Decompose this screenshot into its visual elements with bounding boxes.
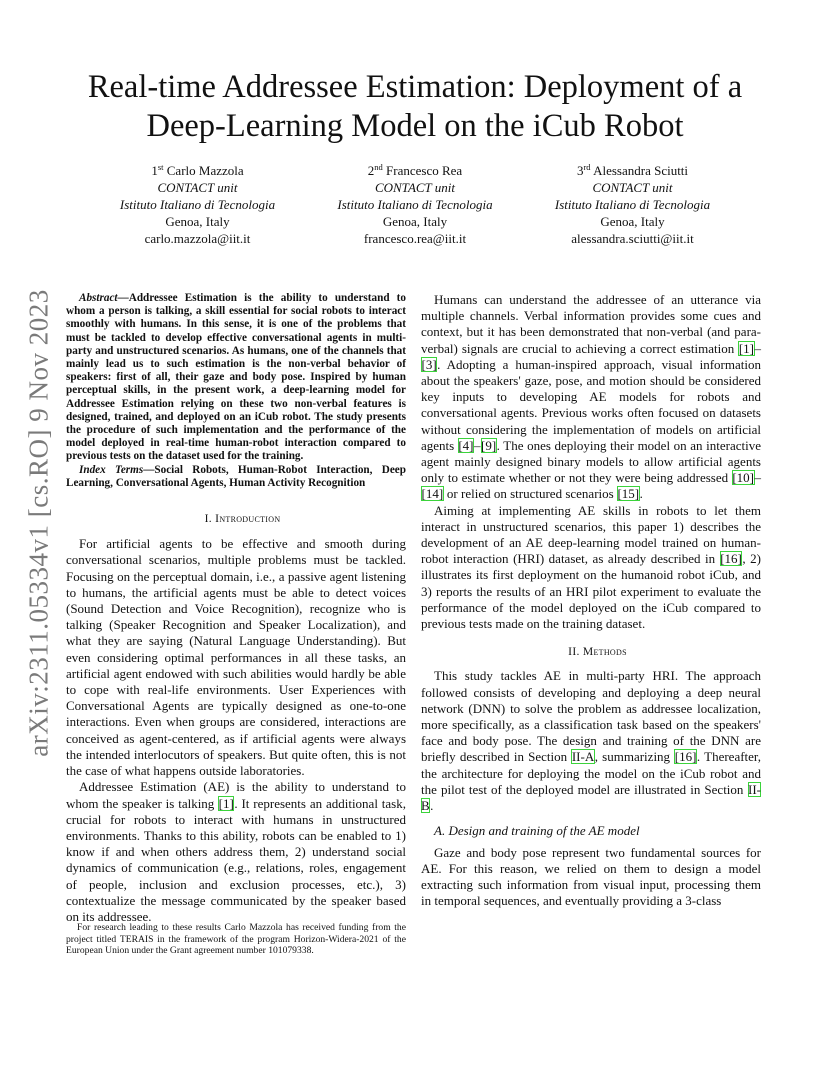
section-title: Methods [582, 645, 627, 659]
paragraph: Gaze and body pose represent two fundamental sources for AE. For this reason, we relied on them to design a model extracting such information from visual input, processing them in temporal sequences, and eventually providing a 3-class [421, 844, 761, 909]
text-run: Addressee Estimation (AE) is the ability to understand to whom the speaker is talking [66, 779, 406, 811]
citation-link[interactable]: [1] [218, 795, 234, 811]
author-unit: CONTACT unit [592, 180, 673, 195]
citation-link[interactable]: [3] [421, 356, 437, 372]
author-city: Genoa, Italy [165, 214, 230, 229]
funding-footnote: For research leading to these results Carlo Mazzola has received funding from the project titled TERAIS in the framework of the program Horizon-Widera-2021 of the European Union under the Grant agreement number 101079338. [66, 922, 406, 956]
subsection-heading: A. Design and training of the AE model [434, 823, 640, 839]
author-2 [308, 162, 523, 247]
text-run: or relied on structured scenarios [443, 486, 617, 502]
citation-link[interactable]: [16] [720, 551, 742, 567]
section-heading-methods [421, 644, 761, 660]
author-institute: Istituto Italiano di Tecnologia [554, 197, 711, 212]
author-city: Genoa, Italy [382, 214, 448, 229]
text-run: . [639, 486, 643, 502]
section-number: I. [204, 512, 216, 526]
author-email: alessandra.sciutti@iit.it [571, 231, 694, 246]
author-ordinal-suffix: rd [583, 162, 591, 172]
text-run: – [474, 437, 481, 453]
text-run: – [754, 470, 761, 486]
text-run: , 2) illustrates its first deployment on the humanoid robot iCub, and 3) reports the results of an HRI pilot experiment to evaluate the performance of the model deployed on the iCub compared to previous tests made on the training dataset. [421, 551, 761, 632]
author-3 [525, 162, 740, 247]
author-email: carlo.mazzola@iit.it [144, 231, 251, 246]
paragraph [66, 779, 406, 925]
paragraph [421, 503, 761, 633]
paragraph: For artificial agents to be effective and smooth during conversational scenarios, multiple problems must be tackled. Focusing on the perceptual domain, i.e., a passive agent listening to humans, the artificial agents must be able to detect voices (Sound Detection and Voice Recognition), recognize who is talking (Speaker Recognition and Speaker Localization), and what they are saying (Natural Language Understanding). But even considering optimal performances in all these tasks, an artificial agent endowed with such abilities would hardly be able to cope with real-life environments. User Experiences with Conversational Agents are typically designed as one-to-one interactions. Even when groups are considered, interactions are conceived as agent-centered, as if artificial agents were always the intended interlocutors of speakers. But quite often, this is not the case of what happens outside laboratories. [66, 536, 406, 779]
abstract [66, 292, 406, 464]
author-1 [90, 162, 305, 247]
left-column [66, 292, 406, 925]
section-link[interactable]: II-A [571, 749, 595, 765]
author-name: Alessandra Sciutti [593, 163, 689, 178]
author-name: Carlo Mazzola [166, 163, 244, 178]
paragraph [421, 292, 761, 503]
text-run: . [430, 798, 434, 814]
author-unit: CONTACT unit [374, 180, 456, 195]
index-terms-label: Index Terms [79, 463, 144, 476]
text-run: . Thereafter, the architecture for deploying the model on the iCub robot and the pilot test of the deployed model are illustrated in Section [421, 749, 761, 797]
paper-title: Real-time Addressee Estimation: Deployment of a Deep-Learning Model on the iCub Robot [87, 69, 743, 144]
author-city: Genoa, Italy [600, 214, 665, 229]
citation-link[interactable]: [14] [421, 486, 444, 502]
text-run: – [754, 340, 761, 356]
section-heading-introduction [66, 511, 406, 527]
section-title: Introduction [215, 512, 281, 526]
text-run: . The ones deploying their model on an interactive agent mainly designed binary models to allow artificial agents only to estimate whether or not they were being addressed [421, 437, 761, 486]
author-ordinal-suffix: st [157, 162, 164, 172]
arxiv-identifier-sidebar [22, 288, 56, 758]
index-terms-text: —Social Robots, Human-Robot Interaction, Deep Learning, Conversational Agents, Human Activity Recognition [66, 463, 406, 489]
author-block [90, 162, 740, 247]
author-ordinal: 1 [151, 163, 158, 178]
author-ordinal: 3 [576, 163, 584, 178]
paragraph [421, 668, 761, 814]
text-run: This study tackles AE in multi-party HRI. The approach followed consists of developing and deploying a deep neural network (DNN) to solve the problem as addressee localization, more specifically, as a classification task based on the speakers' face and body pose. The design and training of the DNN are briefly described in Section [421, 668, 761, 765]
author-institute: Istituto Italiano di Tecnologia [119, 197, 276, 212]
citation-link[interactable]: [1] [738, 340, 754, 356]
text-run: Humans can understand the addressee of an utterance via multiple channels. Verbal information provides some cues and context, but it has been demonstrated that non-verbal (and para-verbal) signals are crucial to achieving a correct estimation [421, 292, 761, 356]
author-unit: CONTACT unit [157, 180, 238, 195]
section-number: II. [568, 645, 583, 659]
arxiv-identifier: arXiv:2311.05334v1 [cs.RO] 9 Nov 2023 [23, 289, 54, 757]
footnote [66, 922, 406, 957]
author-name: Francesco Rea [386, 163, 463, 178]
right-column [421, 292, 761, 909]
citation-link[interactable]: [15] [617, 486, 640, 502]
author-institute: Istituto Italiano di Tecnologia [337, 197, 493, 212]
citation-link[interactable]: [16] [674, 749, 697, 765]
index-terms [66, 464, 406, 490]
text-run: Aiming at implementing AE skills in robots to let them interact in unstructured scenarios, this paper 1) describes the development of an AE deep-learning model trained on human-robot interaction (HRI) dataset, as already described in [421, 502, 761, 567]
abstract-text: —Addressee Estimation is the ability to understand to whom a person is talking, a skill essential for social robots to interact smoothly with humans. In this sense, it is one of the problems that must be tackled to develop effective conversational agents in multi-party and unstructured scenarios. As humans, one of the channels that mainly lead us to such estimation is the non-verbal behavior of speakers: first of all, their gaze and body pose. Inspired by human perceptual skills, in the present work, a deep-learning model for Addressee Estimation relying on these two non-verbal features is designed, trained, and deployed on an iCub robot. The study presents the procedure of such implementation and the performance of the model deployed in real-time human-robot interaction compared to previous tests on the dataset used for the training. [66, 292, 406, 463]
section-link[interactable]: II-B [421, 781, 761, 814]
citation-link[interactable]: [10] [732, 470, 754, 486]
author-ordinal-suffix: nd [374, 162, 383, 172]
text-run: . Adopting a human-inspired approach, visual information about the speakers' gaze, pose, and motion should be considered key inputs to developing AE models for robots and conversational agents. Previous works often focused on datasets without considering the implementation of models on artificial agents [421, 356, 761, 453]
author-email: francesco.rea@iit.it [363, 231, 467, 246]
citation-link[interactable]: [4] [458, 437, 474, 453]
text-run: . It represents an additional task, crucial for robots to interact with humans in unstructured environments. Thanks to this ability, robots can be enabled to 1) know if and when others address them, 2) understand social dynamics of communication (e.g., relations, roles, engagement of people, inclusion and exclusion processes, etc.), 3) contextualize the message communicated by the speaker based on its addressee. [66, 795, 406, 924]
abstract-label: Abstract [79, 292, 118, 304]
text-run: , summarizing [594, 749, 675, 765]
author-ordinal: 2 [367, 163, 375, 178]
citation-link[interactable]: [9] [481, 437, 497, 453]
